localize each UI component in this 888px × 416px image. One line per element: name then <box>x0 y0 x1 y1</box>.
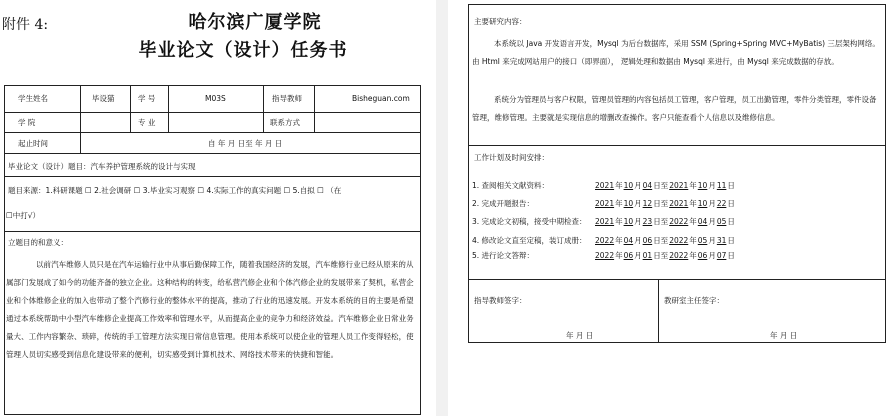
schedule-date-value: 31 <box>716 236 727 245</box>
schedule-date-value: 2022 <box>595 251 615 260</box>
schedule-date-value: 22 <box>716 199 727 208</box>
schedule-date-unit: 月 <box>634 236 642 245</box>
row-line <box>4 176 421 177</box>
schedule-item <box>472 199 735 209</box>
schedule-date-unit: 年 <box>615 236 623 245</box>
schedule-date-unit: 月 <box>708 236 716 245</box>
schedule-date-unit: 月 <box>708 199 716 208</box>
schedule-date-value: 07 <box>716 251 727 260</box>
row-line <box>4 112 421 113</box>
col-line <box>168 85 169 132</box>
schedule-date-value: 23 <box>642 217 653 226</box>
schedule-date-value: 04 <box>642 181 653 190</box>
document-title: 毕业论文（设计）任务书 <box>138 40 348 61</box>
schedule-date-value: 01 <box>642 251 653 260</box>
schedule-date-value: 2021 <box>595 181 615 190</box>
schedule-date-unit: 日至 <box>653 217 669 226</box>
schedule-date-unit: 日 <box>727 181 735 190</box>
row-line <box>4 153 421 154</box>
schedule-date-unit: 日 <box>727 199 735 208</box>
schedule-date-value: 2022 <box>669 251 689 260</box>
schedule-date-unit: 日至 <box>653 251 669 260</box>
schedule-date-value: 10 <box>623 217 634 226</box>
schedule-date-unit: 日至 <box>653 199 669 208</box>
page-left <box>0 0 436 416</box>
page-right <box>448 0 888 416</box>
research-para-1: 本系统以 Java 开发语言开发，Mysql 为后台数据库，采用 SSM (Spring+Spring MVC+MyBatis) 三层架构网络。由 Html 来完成网站用户的接口（即界面）， 逻辑处理和数据由 Mysql 来进行，由 Mysql 来完成数据的存放。 <box>472 39 880 66</box>
schedule-item <box>472 181 735 191</box>
schedule-date-unit: 年 <box>615 181 623 190</box>
period-value: 自 年 月 日至 年 月 日 <box>208 139 283 148</box>
advisor-signature-label: 指导教师签字： <box>474 296 527 305</box>
schedule-date-value: 06 <box>642 236 653 245</box>
schedule-date-value: 2022 <box>669 236 689 245</box>
schedule-heading: 工作计划及时间安排： <box>474 153 549 162</box>
schedule-date-unit: 年 <box>689 236 697 245</box>
purpose-body: 以前汽车维修人员只是在汽车运输行业中从事后勤保障工作，随着我国经济的发展，汽车维修行业已经从原来的从属部门发展成了如今的功能齐备的独立企业。这种结构的转变，给私营汽修企业和个体汽修企业的发展带来了契机，私营企业和个体维修企业的加入也带动了整个汽修行业的整体水平的提高，推动了行业的迅速发展。开发本系统的目的主要是希望通过本系统帮助中小型汽车维修企业提高工作效率和管理水平，从而提高企业的竞争力和经济效益。汽车维修企业日常业务量大、工作内容繁杂、琐碎，传统的手工管理方法实现日常信息管理。使用本系统可以使企业的管理人员工作变得轻松，使管理人员切实感受到信息化建设带来的便利，切实感受到计算机技术、网络技术带来的快捷和智能。 <box>6 260 414 359</box>
schedule-date-unit: 年 <box>689 181 697 190</box>
schedule-date-unit: 日至 <box>653 236 669 245</box>
annex-label: 附件 4: <box>2 17 49 33</box>
schedule-date-unit: 年 <box>615 217 623 226</box>
col-line <box>658 279 659 343</box>
schedule-date-unit: 月 <box>708 251 716 260</box>
schedule-date-unit: 月 <box>634 199 642 208</box>
schedule-date-unit: 年 <box>689 217 697 226</box>
major-label: 专 业 <box>138 118 156 127</box>
contact-label: 联系方式 <box>270 118 300 127</box>
director-signature-date: 年 月 日 <box>770 331 798 340</box>
schedule-date-unit: 年 <box>689 251 697 260</box>
col-line <box>263 85 264 132</box>
schedule-item <box>472 251 735 261</box>
schedule-date-unit: 日 <box>727 217 735 226</box>
schedule-date-value: 12 <box>642 199 653 208</box>
schedule-date-value: 2022 <box>669 217 689 226</box>
source-line-2: ☐中打√） <box>6 211 41 220</box>
schedule-date-value: 10 <box>697 199 708 208</box>
research-para-2: 系统分为管理员与客户权限，管理员管理的内容包括员工管理，客户管理，员工出勤管理，零件分类管理，零件设备管理，维修管理。主要就是实现信息的增删改查操作。客户只能查看个人信息以及维修信息。 <box>472 95 877 122</box>
source-line-1: 题目来源：1.科研课题 ☐ 2.社会调研 ☐ 3.毕业实习观察 ☐ 4.实际工作的真实问题 ☐ 5.自拟 ☐ （在 <box>8 186 342 195</box>
schedule-item-label: 5. 进行论文答辩： <box>472 251 535 260</box>
schedule-date-unit: 月 <box>634 251 642 260</box>
schedule-date-value: 2022 <box>595 236 615 245</box>
schedule-item-label: 4. 修改论文直至定稿，装订成册： <box>472 236 587 245</box>
row-line <box>468 145 886 146</box>
student-name-label: 学生姓名 <box>18 94 48 103</box>
student-id-value: M03S <box>205 94 226 103</box>
col-line <box>130 85 131 132</box>
student-id-label: 学 号 <box>138 94 156 103</box>
schedule-date-value: 04 <box>623 236 634 245</box>
advisor-signature-date: 年 月 日 <box>566 331 594 340</box>
schedule-date-unit: 年 <box>615 199 623 208</box>
topic-label-text: 毕业论文（设计）题目： <box>8 162 91 171</box>
schedule-date-unit: 月 <box>708 217 716 226</box>
schedule-date-unit: 月 <box>634 217 642 226</box>
schedule-date-value: 06 <box>623 251 634 260</box>
row-line <box>468 279 886 280</box>
schedule-date-value: 2021 <box>669 199 689 208</box>
schedule-date-unit: 日 <box>727 236 735 245</box>
task-table <box>4 85 421 415</box>
col-line <box>314 85 315 132</box>
schedule-item-label: 1. 查阅相关文献资料： <box>472 181 550 190</box>
schedule-date-value: 06 <box>697 251 708 260</box>
schedule-date-value: 10 <box>697 181 708 190</box>
schedule-date-value: 05 <box>697 236 708 245</box>
schedule-date-value: 04 <box>697 217 708 226</box>
schedule-date-value: 05 <box>716 217 727 226</box>
dept-label: 学 院 <box>18 118 36 127</box>
schedule-date-unit: 日至 <box>653 181 669 190</box>
schedule-date-value: 2021 <box>595 199 615 208</box>
schedule-date-unit: 年 <box>615 251 623 260</box>
purpose-heading: 立题目的和意义： <box>8 238 68 247</box>
topic-value: 汽车养护管理系统的设计与实现 <box>90 162 196 171</box>
research-heading: 主要研究内容： <box>474 17 527 26</box>
director-signature-label: 教研室主任签字： <box>664 296 724 305</box>
schedule-date-unit: 年 <box>689 199 697 208</box>
advisor-label: 指导教师 <box>272 94 302 103</box>
schedule-date-unit: 月 <box>708 181 716 190</box>
schedule-date-value: 10 <box>623 181 634 190</box>
schedule-date-unit: 月 <box>634 181 642 190</box>
schedule-date-value: 10 <box>623 199 634 208</box>
page-gap <box>436 0 448 416</box>
student-name-value: 毕设猫 <box>92 94 115 103</box>
schedule-item-label: 2. 完成开题报告： <box>472 199 535 208</box>
schedule-date-value: 2021 <box>595 217 615 226</box>
topic-label <box>8 162 196 172</box>
advisor-value: Bisheguan.com <box>352 94 410 103</box>
period-label: 起止时间 <box>18 139 48 148</box>
schedule-date-unit: 日 <box>727 251 735 260</box>
row-line <box>4 132 421 133</box>
schedule-item <box>472 236 735 246</box>
schedule-item <box>472 217 735 227</box>
row-line <box>4 231 421 232</box>
schedule-date-value: 11 <box>716 181 727 190</box>
schedule-item-label: 3. 完成论文初稿，接受中期检查： <box>472 217 587 226</box>
schedule-date-value: 2021 <box>669 181 689 190</box>
school-name: 哈尔滨广厦学院 <box>188 12 322 33</box>
col-line <box>80 85 81 153</box>
